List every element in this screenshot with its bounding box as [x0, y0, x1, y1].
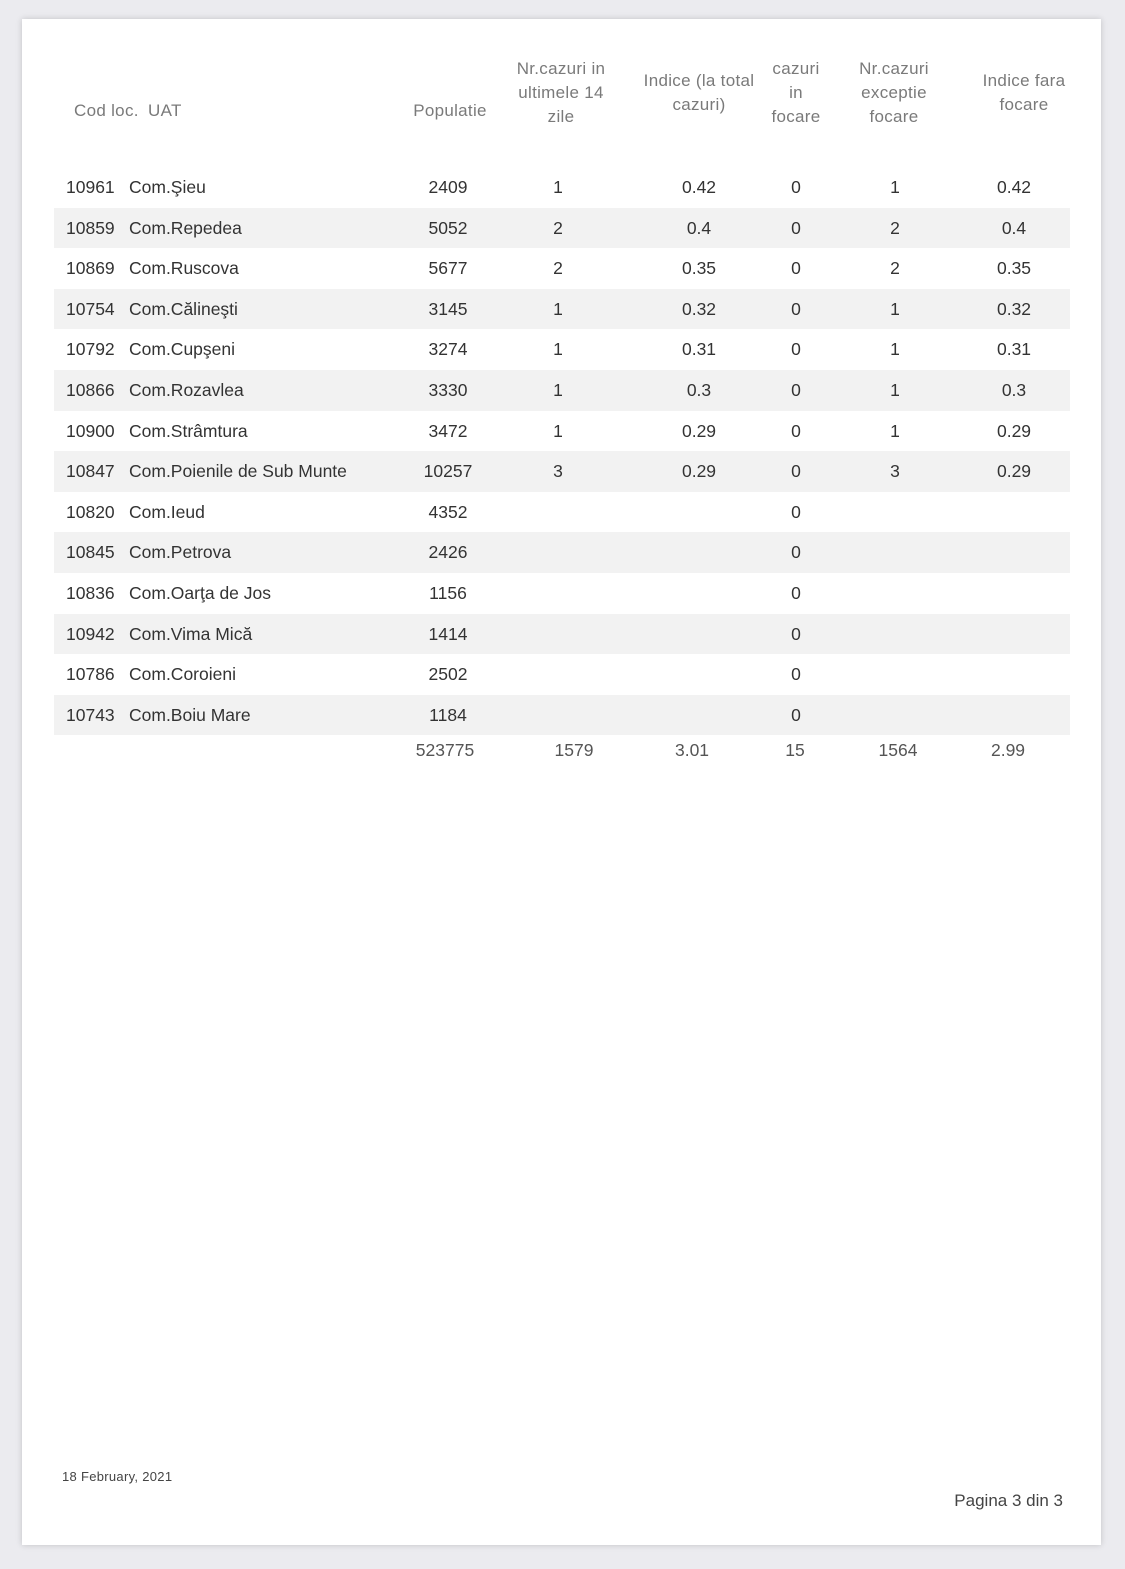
cell-nr-exceptie: 2 — [890, 217, 900, 238]
cell-indice-total — [659, 695, 739, 736]
cell-cod: 10869 — [66, 258, 115, 279]
cell-cazuri-focare: 0 — [791, 664, 801, 685]
cell-populatie: 2409 — [428, 177, 468, 197]
cell-indice-fara — [974, 614, 1054, 655]
cell-cazuri-focare: 0 — [791, 379, 801, 400]
cell-nr-exceptie — [865, 492, 925, 533]
cell-populatie: 5677 — [428, 258, 468, 279]
cell-uat: Com.Repedea — [129, 217, 242, 238]
header-indice-fara: Indice fara focare — [982, 71, 1066, 114]
cell-nr-exceptie — [865, 573, 925, 614]
cell-cazuri-focare: 0 — [791, 217, 801, 238]
cell-indice-total: 0.3 — [686, 379, 712, 400]
cell-cazuri-focare: 0 — [791, 461, 801, 482]
cell-indice-fara: 0.29 — [996, 420, 1032, 441]
cell-populatie: 3145 — [428, 298, 468, 319]
table-row — [54, 695, 1070, 736]
cell-indice-fara — [974, 492, 1054, 533]
cell-indice-fara: 0.32 — [996, 298, 1032, 319]
cell-indice-total — [659, 492, 739, 533]
cell-cazuri-focare: 0 — [791, 258, 801, 279]
cell-nr-cazuri: 1 — [553, 379, 563, 400]
cell-cazuri-focare: 0 — [791, 623, 801, 644]
table-row — [54, 167, 1070, 208]
header-nr-cazuri: Nr.cazuri in ultimele 14 zile — [516, 59, 606, 126]
cell-populatie: 1184 — [429, 704, 467, 725]
table-row — [54, 289, 1070, 330]
cell-nr-cazuri: 2 — [553, 258, 563, 279]
table-row — [54, 329, 1070, 370]
cell-populatie: 3472 — [428, 420, 468, 441]
cell-populatie: 3274 — [428, 339, 468, 360]
cell-cazuri-focare: 0 — [791, 420, 801, 441]
cell-populatie: 1156 — [429, 582, 467, 603]
cell-indice-fara: 0.31 — [996, 339, 1032, 360]
cell-nr-cazuri: 1 — [553, 339, 563, 360]
cell-indice-fara: 0.35 — [996, 258, 1032, 279]
cell-indice-fara — [974, 573, 1054, 614]
cell-cazuri-focare: 0 — [791, 704, 801, 725]
cell-nr-exceptie: 1 — [890, 379, 900, 400]
cell-indice-total — [659, 614, 739, 655]
report-date: 18 February, 2021 — [62, 1469, 173, 1484]
cell-cod: 10836 — [66, 582, 115, 603]
total-indice-fara: 2.99 — [990, 740, 1026, 761]
cell-populatie: 1414 — [428, 623, 468, 644]
table-header — [54, 57, 1070, 149]
header-uat: UAT — [148, 101, 182, 120]
cell-uat: Com.Cupşeni — [129, 339, 236, 360]
cell-cazuri-focare: 0 — [791, 177, 801, 197]
header-cod: Cod loc. — [74, 101, 139, 120]
total-populatie: 523775 — [415, 740, 475, 761]
cell-cod: 10786 — [66, 664, 115, 685]
cell-uat: Com.Strâmtura — [129, 420, 248, 441]
cell-indice-fara — [974, 532, 1054, 573]
cell-indice-total: 0.42 — [681, 177, 717, 197]
cell-uat: Com.Ruscova — [129, 258, 239, 279]
cell-cod: 10845 — [66, 542, 115, 563]
cell-cod: 10743 — [66, 704, 115, 725]
cell-populatie: 5052 — [428, 217, 468, 238]
cell-indice-total: 0.4 — [686, 217, 712, 238]
cell-cod: 10961 — [66, 177, 115, 197]
cell-populatie: 2426 — [428, 542, 468, 563]
cell-uat: Com.Petrova — [129, 542, 232, 563]
cell-indice-total — [659, 532, 739, 573]
table-row — [54, 451, 1070, 492]
cell-populatie: 2502 — [428, 664, 468, 685]
table-row — [54, 370, 1070, 411]
cell-nr-cazuri: 1 — [553, 420, 563, 441]
cell-uat: Com.Şieu — [129, 177, 206, 197]
cell-cod: 10900 — [66, 420, 115, 441]
cell-indice-fara — [974, 654, 1054, 695]
header-cazuri-focare: cazuri in focare — [771, 59, 821, 126]
header-indice-total: Indice (la total cazuri) — [643, 71, 755, 114]
cell-uat: Com.Boiu Mare — [129, 704, 251, 725]
cell-indice-fara: 0.29 — [996, 461, 1032, 482]
cell-populatie: 10257 — [423, 461, 473, 482]
table-row — [54, 208, 1070, 249]
cell-nr-cazuri: 1 — [553, 177, 563, 197]
cell-indice-fara: 0.4 — [1001, 217, 1027, 238]
cell-indice-total — [659, 654, 739, 695]
table-row — [54, 411, 1070, 452]
header-populatie: Populatie — [413, 101, 487, 120]
total-cazuri-focare: 15 — [785, 740, 805, 761]
cell-cod: 10754 — [66, 298, 115, 319]
report-page — [22, 19, 1101, 1545]
cases-table — [54, 57, 1070, 765]
cell-cazuri-focare: 0 — [791, 298, 801, 319]
table-body — [54, 167, 1070, 765]
cell-nr-exceptie: 1 — [890, 420, 900, 441]
totals-row — [54, 735, 1070, 765]
cell-nr-cazuri: 1 — [553, 298, 563, 319]
cell-nr-exceptie — [865, 654, 925, 695]
cell-indice-total: 0.31 — [681, 339, 717, 360]
cell-nr-cazuri — [528, 492, 588, 533]
cell-cod: 10847 — [66, 461, 115, 482]
cell-cazuri-focare: 0 — [791, 501, 801, 522]
cell-nr-exceptie: 3 — [890, 461, 900, 482]
cell-nr-exceptie: 1 — [890, 339, 900, 360]
cell-populatie: 3330 — [428, 379, 468, 400]
cell-uat: Com.Oarţa de Jos — [129, 582, 271, 603]
cell-uat: Com.Călineşti — [129, 298, 238, 319]
table-row — [54, 614, 1070, 655]
table-row — [54, 532, 1070, 573]
cell-indice-total: 0.32 — [681, 298, 717, 319]
cell-indice-total: 0.29 — [681, 461, 717, 482]
cell-nr-exceptie: 1 — [890, 177, 900, 197]
cell-nr-cazuri — [528, 573, 588, 614]
cell-indice-fara: 0.3 — [1001, 379, 1027, 400]
cell-cazuri-focare: 0 — [791, 542, 801, 563]
cell-indice-fara — [974, 695, 1054, 736]
table-row — [54, 654, 1070, 695]
cell-uat: Com.Rozavlea — [129, 379, 244, 400]
cell-cod: 10820 — [66, 501, 115, 522]
cell-nr-cazuri — [528, 614, 588, 655]
table-row — [54, 492, 1070, 533]
cell-cod: 10792 — [66, 339, 115, 360]
table-row — [54, 573, 1070, 614]
cell-nr-cazuri: 2 — [553, 217, 563, 238]
total-nr-exceptie: 1564 — [878, 740, 918, 761]
cell-nr-cazuri — [528, 695, 588, 736]
cell-nr-exceptie — [865, 695, 925, 736]
cell-uat: Com.Poienile de Sub Munte — [129, 461, 347, 482]
cell-cazuri-focare: 0 — [791, 339, 801, 360]
cell-populatie: 4352 — [428, 501, 468, 522]
cell-nr-exceptie — [865, 614, 925, 655]
cell-nr-cazuri — [528, 532, 588, 573]
cell-uat: Com.Coroieni — [129, 664, 236, 685]
total-nr-cazuri: 1579 — [554, 740, 594, 761]
cell-cazuri-focare: 0 — [791, 582, 801, 603]
cell-cod: 10866 — [66, 379, 115, 400]
cell-indice-total: 0.35 — [681, 258, 717, 279]
cell-indice-fara: 0.42 — [996, 177, 1032, 197]
cell-indice-total — [659, 573, 739, 614]
cell-nr-exceptie: 1 — [890, 298, 900, 319]
cell-indice-total: 0.29 — [681, 420, 717, 441]
cell-nr-exceptie: 2 — [890, 258, 900, 279]
header-nr-exceptie: Nr.cazuri exceptie focare — [859, 59, 929, 126]
total-indice-total: 3.01 — [674, 740, 710, 761]
cell-uat: Com.Vima Mică — [129, 623, 253, 644]
cell-nr-exceptie — [865, 532, 925, 573]
table-row — [54, 248, 1070, 289]
cell-cod: 10942 — [66, 623, 115, 644]
cell-nr-cazuri: 3 — [553, 461, 563, 482]
cell-cod: 10859 — [66, 217, 115, 238]
page-number: Pagina 3 din 3 — [954, 1491, 1063, 1510]
cell-uat: Com.Ieud — [129, 501, 205, 522]
cell-nr-cazuri — [528, 654, 588, 695]
